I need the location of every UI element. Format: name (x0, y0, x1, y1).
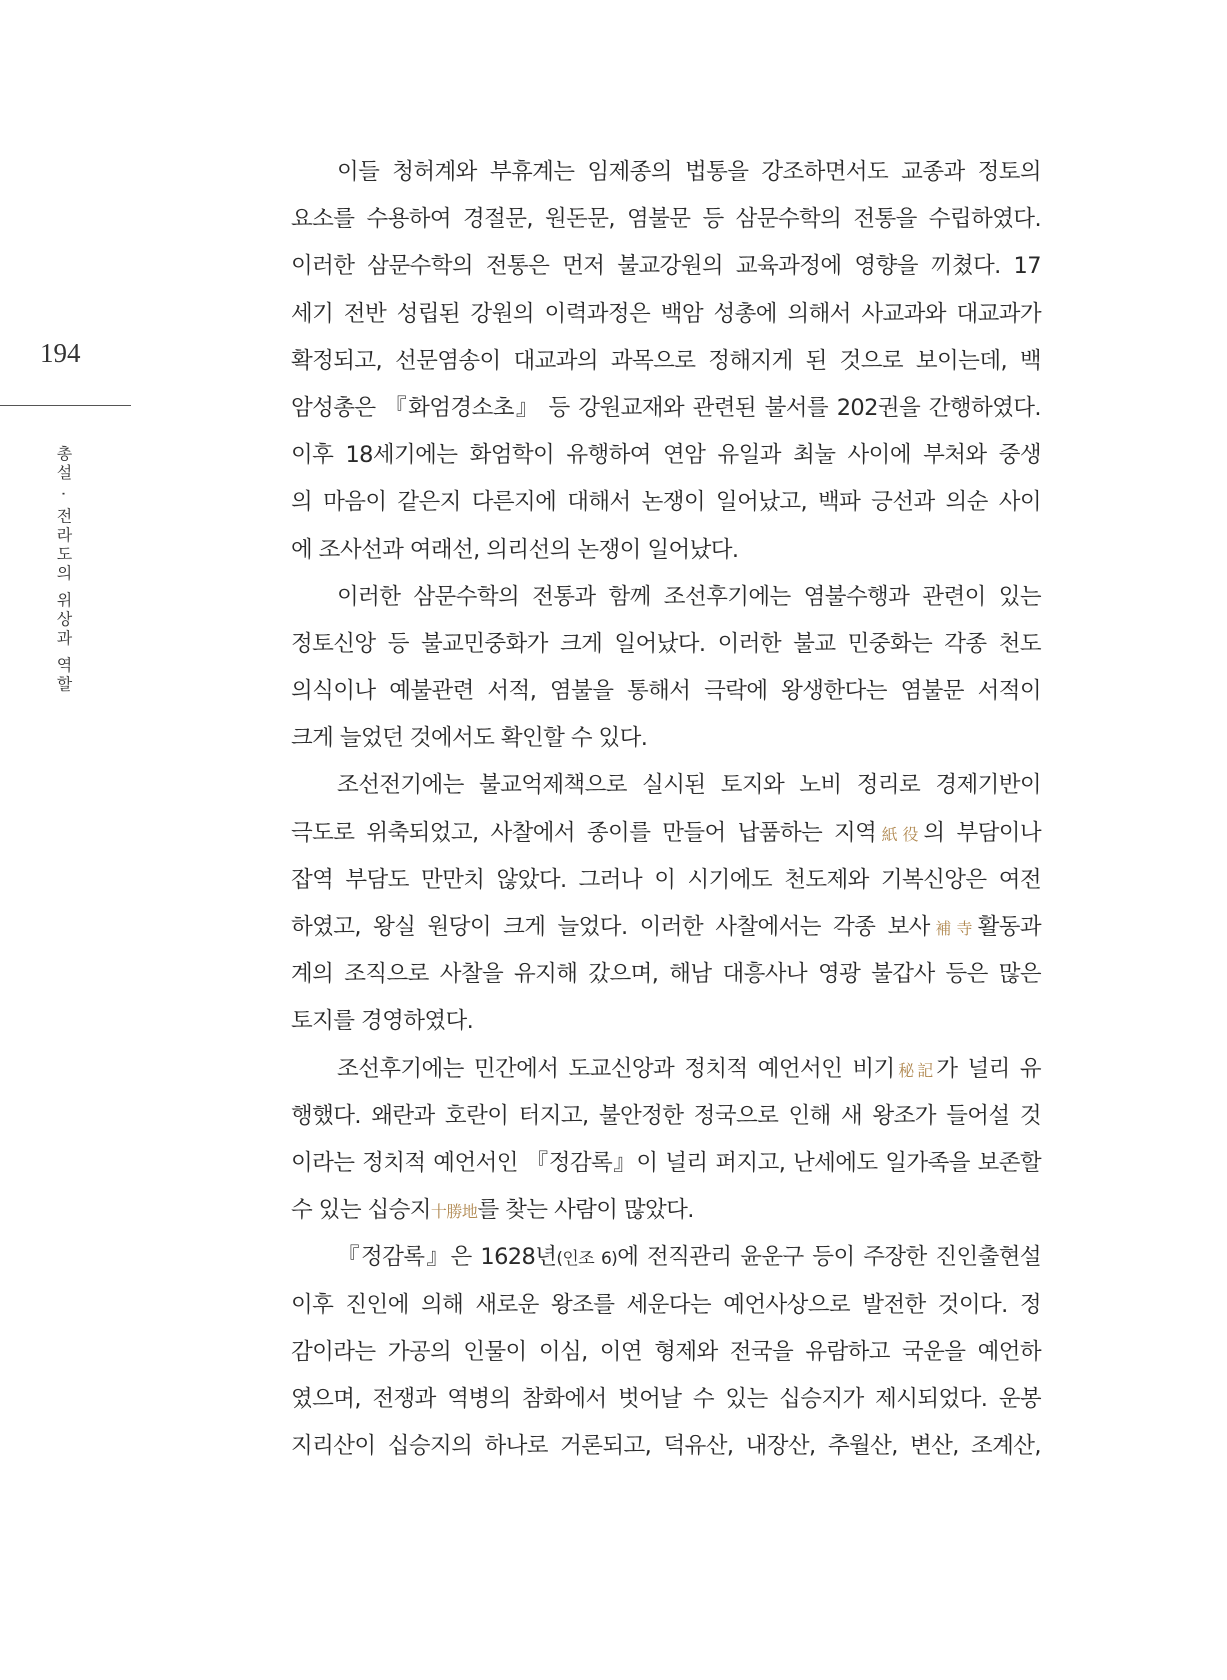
text-segment: 에 전직관리 윤운구 등이 주장한 진인출현설 (617, 1244, 1041, 1271)
paragraph (291, 1237, 1041, 1473)
text-segment: 세기 전반 성립된 강원의 이력과정은 백암 성총에 의해서 사교과와 대교과가 (291, 300, 1041, 327)
text-segment: 에 조사선과 여래선, 의리선의 논쟁이 일어났다. (291, 536, 739, 563)
paragraph (291, 152, 1041, 577)
hanja-annotation: 秘記 (894, 1060, 937, 1080)
text-segment: (인조 6) (556, 1249, 618, 1270)
text-segment: 계의 조직으로 사찰을 유지해 갔으며, 해남 대흥사나 영광 불갑사 등은 많은 (291, 961, 1041, 988)
text-segment: 토지를 경영하였다. (291, 1008, 474, 1035)
text-line (291, 199, 1041, 246)
text-segment: 이라는 정치적 예언서인 『정감록』이 널리 퍼지고, 난세에도 일가족을 보존할 (291, 1149, 1041, 1176)
hanja-annotation: 補寺 (929, 919, 978, 938)
text-segment: 행했다. 왜란과 호란이 터지고, 불안정한 정국으로 인해 새 왕조가 들어설 것 (291, 1102, 1041, 1129)
text-segment: 였으며, 전쟁과 역병의 참화에서 벗어날 수 있는 십승지가 제시되었다. 운봉 (291, 1385, 1041, 1412)
text-line (291, 860, 1041, 907)
text-line (291, 1190, 1041, 1237)
text-segment: 하였고, 왕실 원당이 크게 늘었다. 이러한 사찰에서는 각종 보사 (291, 914, 930, 940)
text-line (291, 954, 1041, 1001)
paragraph (291, 577, 1041, 766)
running-title: 총설 · 전라도의 위상과 역할 (54, 445, 73, 695)
text-line (291, 152, 1041, 199)
text-line (291, 435, 1041, 482)
text-segment: 가 널리 유 (936, 1055, 1041, 1082)
text-segment: 활동과 (977, 914, 1041, 940)
text-line (291, 530, 1041, 577)
text-segment: 이후 18세기에는 화엄학이 유행하여 연암 유일과 최눌 사이에 부처와 중생 (291, 442, 1041, 469)
margin-divider (0, 405, 131, 406)
text-line (291, 1001, 1041, 1048)
text-segment: 의 부담이나 (923, 819, 1041, 846)
text-line (291, 1285, 1041, 1332)
paragraph (291, 1049, 1041, 1238)
text-segment: 크게 늘었던 것에서도 확인할 수 있다. (291, 725, 648, 752)
text-segment: 이러한 삼문수학의 전통과 함께 조선후기에는 염불수행과 관련이 있는 (337, 583, 1041, 610)
text-line (291, 813, 1041, 860)
text-line (291, 294, 1041, 341)
text-segment: 이러한 삼문수학의 전통은 먼저 불교강원의 교육과정에 영향을 끼쳤다. 17 (291, 253, 1041, 280)
text-line (291, 1426, 1041, 1473)
text-segment: 요소를 수용하여 경절문, 원돈문, 염불문 등 삼문수학의 전통을 수립하였다. (291, 206, 1041, 233)
text-segment: 확정되고, 선문염송이 대교과의 과목으로 정해지게 된 것으로 보이는데, 백 (291, 347, 1041, 374)
text-line (291, 388, 1041, 435)
text-line (291, 1049, 1041, 1096)
hanja-annotation: 紙役 (876, 824, 924, 844)
text-line (291, 1237, 1041, 1284)
text-segment: 『정감록』은 1628년 (337, 1244, 557, 1271)
hanja-annotation: 十勝地 (430, 1202, 478, 1222)
text-line (291, 1332, 1041, 1379)
text-segment: 수 있는 십승지 (291, 1197, 431, 1224)
text-segment: 조선전기에는 불교억제책으로 실시된 토지와 노비 정리로 경제기반이 (337, 772, 1041, 799)
text-segment: 암성총은 『화엄경소초』 등 강원교재와 관련된 불서를 202권을 간행하였다. (291, 394, 1041, 421)
text-line (291, 482, 1041, 529)
text-line (291, 765, 1041, 812)
text-segment: 를 찾는 사람이 많았다. (477, 1197, 694, 1224)
text-line (291, 671, 1041, 718)
text-segment: 극도로 위축되었고, 사찰에서 종이를 만들어 납품하는 지역 (291, 819, 877, 846)
text-line (291, 1143, 1041, 1190)
page-number: 194 (40, 338, 81, 368)
text-segment: 감이라는 가공의 인물이 이심, 이연 형제와 전국을 유람하고 국운을 예언하 (291, 1338, 1041, 1365)
text-line (291, 907, 1041, 954)
paragraph (291, 765, 1041, 1048)
text-segment: 조선후기에는 민간에서 도교신앙과 정치적 예언서인 비기 (337, 1055, 895, 1082)
text-segment: 정토신앙 등 불교민중화가 크게 일어났다. 이러한 불교 민중화는 각종 천도 (291, 630, 1041, 657)
text-line (291, 341, 1041, 388)
body-text (291, 152, 1041, 1473)
text-segment: 이들 청허계와 부휴계는 임제종의 법통을 강조하면서도 교종과 정토의 (337, 159, 1041, 185)
text-line (291, 1096, 1041, 1143)
text-line (291, 246, 1041, 293)
text-line (291, 718, 1041, 765)
text-segment: 의식이나 예불관련 서적, 염불을 통해서 극락에 왕생한다는 염불문 서적이 (291, 678, 1041, 705)
text-segment: 잡역 부담도 만만치 않았다. 그러나 이 시기에도 천도제와 기복신앙은 여전 (291, 866, 1041, 893)
text-line (291, 624, 1041, 671)
text-segment: 지리산이 십승지의 하나로 거론되고, 덕유산, 내장산, 추월산, 변산, 조계산, (291, 1433, 1041, 1460)
text-line (291, 577, 1041, 624)
text-line (291, 1379, 1041, 1426)
text-segment: 의 마음이 같은지 다른지에 대해서 논쟁이 일어났고, 백파 긍선과 의순 사이 (291, 489, 1041, 516)
text-segment: 이후 진인에 의해 새로운 왕조를 세운다는 예언사상으로 발전한 것이다. 정 (291, 1291, 1041, 1318)
